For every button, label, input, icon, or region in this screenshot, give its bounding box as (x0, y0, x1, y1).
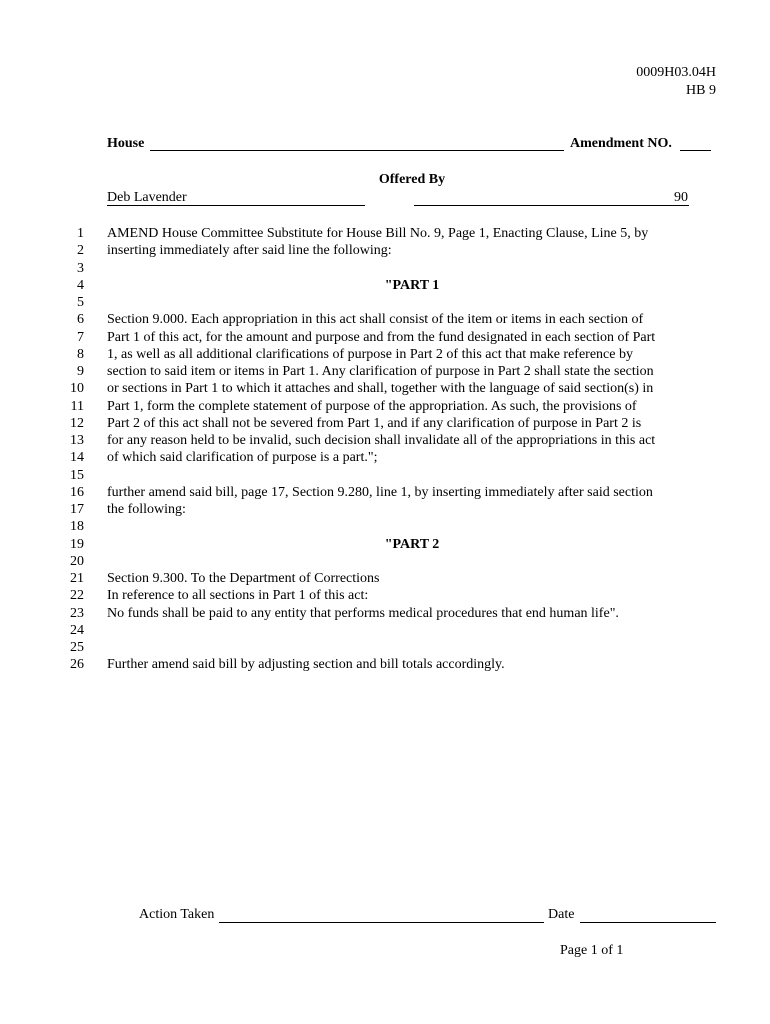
line-number: 8 (77, 346, 84, 362)
sponsor-name: Deb Lavender (107, 190, 187, 205)
line-number: 22 (70, 588, 84, 604)
line-number: 5 (77, 295, 84, 310)
action-taken-line (219, 922, 544, 923)
line-text: No funds shall be paid to any entity that performs medical procedures that end human life". (107, 605, 619, 621)
line-text: In reference to all sections in Part 1 of this act: (107, 588, 369, 604)
line-number: 25 (70, 640, 84, 655)
line-number: 9 (77, 364, 84, 379)
line-text: AMEND House Committee Substitute for House Bill No. 9, Page 1, Enacting Clause, Line 5, by (107, 226, 649, 241)
line-number: 26 (70, 657, 84, 673)
amendment-number-label: Amendment NO. (570, 136, 672, 151)
line-number: 7 (77, 329, 84, 345)
line-text: Section 9.000. Each appropriation in this act shall consist of the item or items in each section of (107, 312, 644, 328)
part-heading: "PART 2 (384, 536, 440, 552)
district-line (414, 205, 689, 206)
line-number: 14 (70, 450, 84, 466)
document-code: 0009H03.04H (636, 65, 716, 80)
date-line (580, 922, 716, 923)
line-number: 2 (77, 243, 84, 259)
line-text: Part 1 of this act, for the amount and purpose and from the fund designated in each section of Part (107, 329, 656, 345)
house-blank-line (150, 150, 564, 151)
line-number: 4 (77, 277, 84, 293)
part-heading: "PART 1 (384, 277, 440, 293)
amendment-number-blank (680, 150, 711, 151)
line-number: 6 (77, 312, 84, 328)
line-text: inserting immediately after said line the following: (107, 243, 392, 259)
line-number: 24 (70, 622, 84, 638)
district-number: 90 (674, 190, 688, 205)
page-number: Page 1 of 1 (560, 943, 624, 958)
house-label: House (107, 136, 145, 151)
line-number: 13 (70, 433, 84, 448)
date-label: Date (548, 907, 575, 922)
line-number: 23 (70, 605, 84, 621)
line-number: 21 (70, 571, 84, 586)
line-number: 16 (70, 484, 84, 500)
line-number: 10 (70, 381, 84, 397)
line-text: Part 2 of this act shall not be severed from Part 1, and if any clarification of purpose in Part 2 is (107, 415, 642, 431)
line-text: further amend said bill, page 17, Section 9.280, line 1, by inserting immediately after said section (107, 484, 653, 500)
line-number: 11 (70, 398, 84, 414)
line-text: of which said clarification of purpose is a part."; (107, 450, 378, 466)
line-number: 3 (77, 260, 84, 276)
action-taken-label: Action Taken (139, 907, 215, 922)
line-number: 15 (70, 467, 84, 483)
line-text: Section 9.300. To the Department of Corrections (107, 571, 380, 586)
line-text: 1, as well as all additional clarifications of purpose in Part 2 of this act that make reference by (107, 346, 633, 362)
line-text: section to said item or items in Part 1. Any clarification of purpose in Part 2 shall state the section (107, 364, 654, 379)
line-text: the following: (107, 502, 186, 517)
line-number: 17 (70, 502, 84, 517)
line-text: Part 1, form the complete statement of purpose of the appropriation. As such, the provisions of (107, 398, 637, 414)
line-number: 12 (70, 415, 84, 431)
line-number: 18 (70, 519, 84, 535)
line-text: or sections in Part 1 to which it attaches and shall, together with the language of said section(s) in (107, 381, 654, 397)
offered-by-label: Offered By (378, 172, 446, 187)
line-number: 20 (70, 553, 84, 569)
line-text: for any reason held to be invalid, such decision shall invalidate all of the appropriations in this act (107, 433, 656, 448)
bill-number: HB 9 (686, 83, 716, 98)
line-number: 1 (77, 226, 84, 241)
sponsor-line (107, 205, 365, 206)
line-number: 19 (70, 536, 84, 552)
line-text: Further amend said bill by adjusting section and bill totals accordingly. (107, 657, 505, 673)
